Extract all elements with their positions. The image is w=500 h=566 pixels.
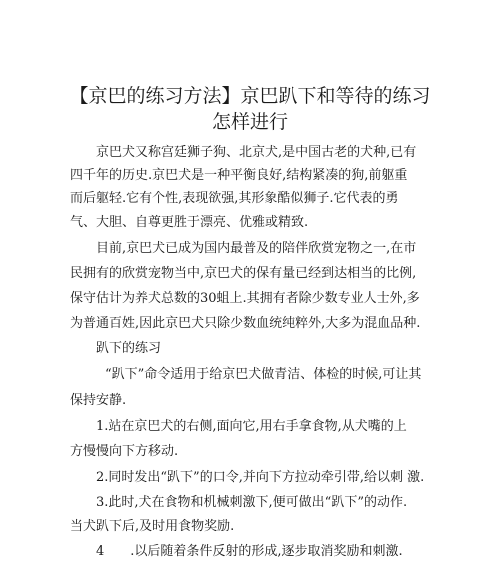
step-1-line-1: 1.站在京巴犬的右侧,面向它,用右手拿食物,从犬嘴的上 xyxy=(96,419,407,434)
paragraph-2-line-3: 保守估计为养犬总数的30蛆上.其拥有者除少数专业人士外,多 xyxy=(70,291,420,306)
paragraph-1-line-1: 京巴犬又称宫廷狮子狗、北京犬,是中国古老的犬种,已有 xyxy=(96,145,417,160)
paragraph-3-line-2: 保持安静. xyxy=(70,393,127,408)
paragraph-1-line-4: 气、大胆、自尊更胜于漂亮、优雅或精致. xyxy=(70,215,309,230)
paragraph-2-line-4: 为普通百姓,因此京巴犬只除少数血统纯粹外,大多为混血品种. xyxy=(70,316,421,331)
step-2: 2.同时发出“趴下”的口令,并向下方拉动牵引带,给以刺 激. xyxy=(96,470,425,485)
step-3-line-1: 3.此时,犬在食物和机械刺激下,便可做出“趴下”的动作. xyxy=(96,495,408,510)
paragraph-1-line-3: 而后躯轻.它有个性,表现欲强,其形象酷似狮子.它代表的勇 xyxy=(70,191,399,206)
section-heading: 趴下的练习 xyxy=(96,341,162,356)
paragraph-1-line-2: 四千年的历史.京巴犬是一种平衡良好,结构紧凑的狗,前躯重 xyxy=(70,168,408,183)
document-title-line-2: 怎样进行 xyxy=(211,111,288,133)
paragraph-3-line-1: “趴下”命令适用于给京巴犬做青洁、体检的时候,可让其 xyxy=(105,367,422,382)
step-1-line-2: 方慢慢向下方移动. xyxy=(70,444,179,459)
paragraph-2-line-1: 目前,京巴犬已成为国内最普及的陪伴欣赏宠物之一,在市 xyxy=(96,241,417,256)
step-4: 4 .以后随着条件反射的形成,逐步取消奖励和刺激. xyxy=(96,544,403,559)
step-3-line-2: 当犬趴下后,及时用食物奖励. xyxy=(70,519,235,534)
document-title-line-1: 【京巴的练习方法】京巴趴下和等待的练习 xyxy=(69,85,431,107)
paragraph-2-line-2: 民拥有的欣赏宠物当中,京巴犬的保有量已经到达相当的比例, xyxy=(70,266,417,281)
